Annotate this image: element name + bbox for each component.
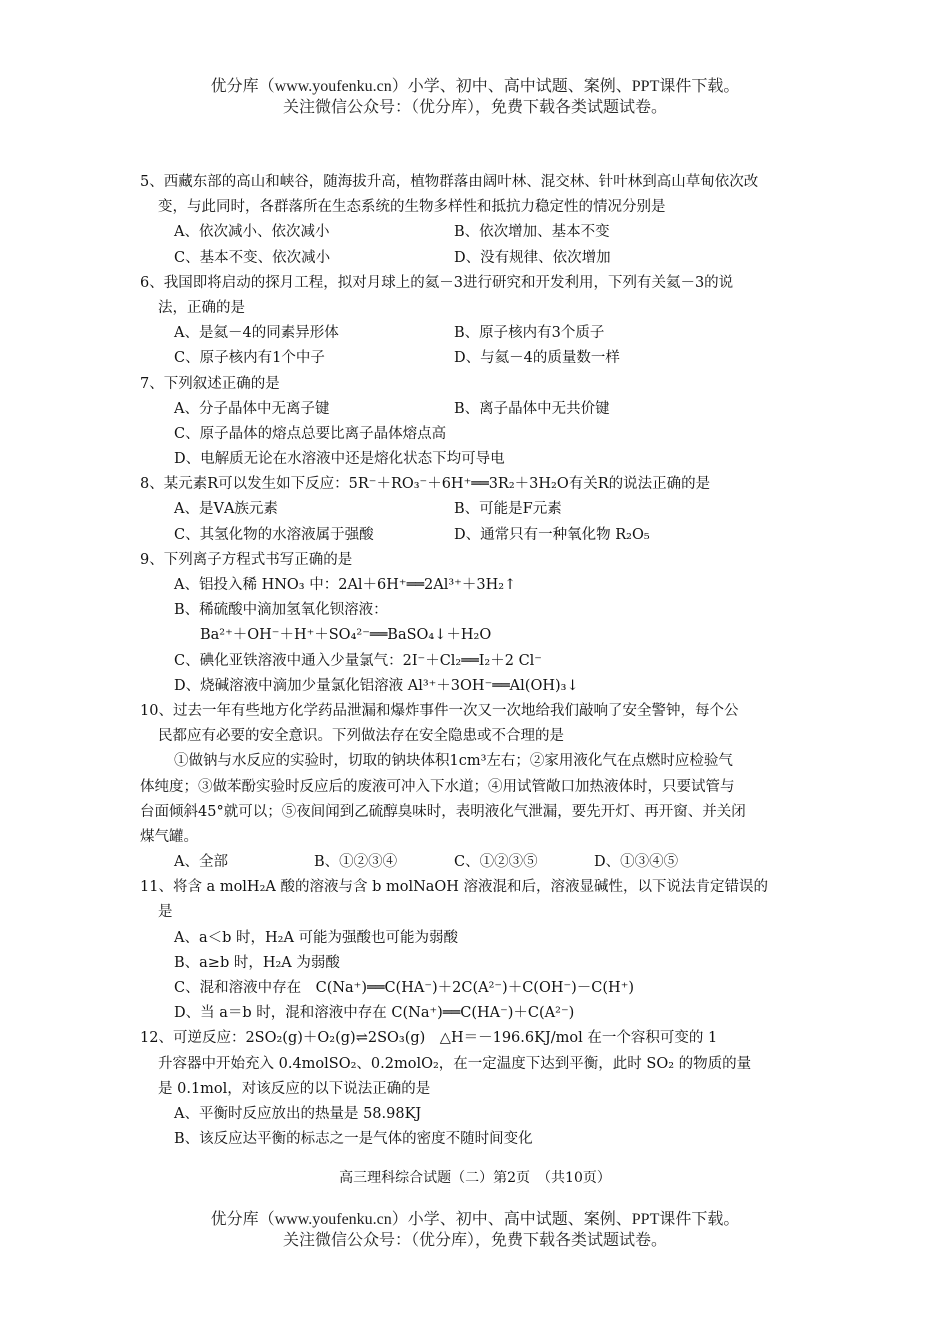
page-footer: 高三理科综合试题（二）第2页 （共10页） xyxy=(339,1170,611,1186)
top-banner xyxy=(0,76,950,118)
q8-option-c: C、其氢化物的水溶液属于强酸 xyxy=(174,526,374,543)
banner-line-2: 关注微信公众号：（优分库），免费下载各类试题试卷。 xyxy=(282,99,667,116)
q7-stem: 7、下列叙述正确的是 xyxy=(140,375,280,392)
q6-stem-1: 6、我国即将启动的探月工程，拟对月球上的氦－3进行研究和开发利用，下列有关氦－3的说 xyxy=(140,274,734,291)
q6-option-a: A、是氦－4的同素异形体 xyxy=(174,325,339,342)
q10-paragraph-3: 台面倾斜45°就可以；⑤夜间闻到乙硫醇臭味时，表明液化气泄漏，要先开灯、再开窗、并关闭 xyxy=(140,803,746,820)
q8-option-a: A、是ⅤA族元素 xyxy=(174,501,278,518)
q10-option-d: D、①③④⑤ xyxy=(594,854,679,871)
q8-option-d: D、通常只有一种氧化物 R₂O₅ xyxy=(454,526,650,543)
banner-line-2-bottom: 关注微信公众号：（优分库），免费下载各类试题试卷。 xyxy=(282,1232,667,1249)
q12-option-b: B、该反应达平衡的标志之一是气体的密度不随时间变化 xyxy=(174,1131,533,1148)
q6-option-d: D、与氦－4的质量数一样 xyxy=(454,350,620,367)
q7-option-b: B、离子晶体中无共价键 xyxy=(454,400,610,417)
q11-stem-1: 11、将含 a molH₂A 酸的溶液与含 b molNaOH 溶液混和后，溶液显碱性，以下说法肯定错误的 xyxy=(140,879,769,896)
q5-option-d: D、没有规律、依次增加 xyxy=(454,249,611,266)
q12-option-a: A、平衡时反应放出的热量是 58.98KJ xyxy=(174,1105,422,1122)
q10-option-a: A、全部 xyxy=(174,854,228,871)
q8-options-cd xyxy=(140,523,830,548)
q11-option-c: C、混和溶液中存在 C(Na⁺)══C(HA⁻)＋2C(A²⁻)＋C(OH⁻)－C(H⁺) xyxy=(174,980,634,996)
banner-line-1: 优分库（www.youfenku.cn）小学、初中、高中试题、案例、PPT课件下载。 xyxy=(210,78,740,95)
q5-options-ab xyxy=(140,220,830,245)
q6-option-b: B、原子核内有3个质子 xyxy=(454,325,605,342)
q11-option-b: B、a≥b 时，H₂A 为弱酸 xyxy=(174,954,340,971)
q5-stem-2: 变，与此同时，各群落所在生态系统的生物多样性和抵抗力稳定性的情况分别是 xyxy=(158,199,666,216)
q7-options-ab xyxy=(140,397,830,422)
q7-option-c: C、原子晶体的熔点总要比离子晶体熔点高 xyxy=(174,425,447,442)
q9-option-b-equation: Ba²⁺＋OH⁻＋H⁺＋SO₄²⁻══BaSO₄↓＋H₂O xyxy=(200,627,492,644)
q8-options-ab xyxy=(140,497,830,522)
q5-stem-1: 5、西藏东部的高山和峡谷，随海拔升高，植物群落由阔叶林、混交林、针叶林到高山草甸依次改 xyxy=(140,174,759,190)
q9-option-c: C、碘化亚铁溶液中通入少量氯气：2I⁻＋Cl₂══I₂＋2 Cl⁻ xyxy=(174,652,542,669)
q5-option-a: A、依次减小、依次减小 xyxy=(174,224,330,241)
q6-options-ab xyxy=(140,321,830,346)
q10-options xyxy=(140,850,830,875)
q10-paragraph-4: 煤气罐。 xyxy=(140,828,198,845)
q8-stem: 8、某元素R可以发生如下反应：5R⁻＋RO₃⁻＋6H⁺══3R₂＋3H₂O有关R的说法正确的是 xyxy=(140,476,711,493)
q9-option-b: B、稀硫酸中滴加氢氧化钡溶液： xyxy=(174,602,388,619)
q10-option-c: C、①②③⑤ xyxy=(454,854,538,871)
q5-option-b: B、依次增加、基本不变 xyxy=(454,224,610,241)
banner-line-1-bottom: 优分库（www.youfenku.cn）小学、初中、高中试题、案例、PPT课件下载。 xyxy=(210,1211,740,1228)
q6-option-c: C、原子核内有1个中子 xyxy=(174,350,325,367)
q10-option-b: B、①②③④ xyxy=(314,854,398,871)
q10-stem-2: 民都应有必要的安全意识。下列做法存在安全隐患或不合理的是 xyxy=(158,728,564,745)
q9-stem: 9、下列离子方程式书写正确的是 xyxy=(140,551,353,568)
q12-stem-1: 12、可逆反应：2SO₂(g)＋O₂(g)⇌2SO₃(g) △H＝－196.6KJ/mol 在一个容积可变的 1 xyxy=(140,1030,718,1047)
bottom-banner xyxy=(0,1209,950,1251)
q6-options-cd xyxy=(140,346,830,371)
q5-options-cd xyxy=(140,246,830,271)
q10-stem-1: 10、过去一年有些地方化学药品泄漏和爆炸事件一次又一次地给我们敲响了安全警钟，每个公 xyxy=(140,702,739,719)
q12-stem-3: 是 0.1mol，对该反应的以下说法正确的是 xyxy=(158,1080,431,1097)
exam-content xyxy=(140,170,830,1152)
q5-option-c: C、基本不变、依次减小 xyxy=(174,249,331,266)
q12-stem-2: 升容器中开始充入 0.4molSO₂、0.2molO₂，在一定温度下达到平衡，此时 SO₂ 的物质的量 xyxy=(158,1055,752,1072)
q8-option-b: B、可能是F元素 xyxy=(454,501,562,518)
q11-stem-2: 是 xyxy=(158,904,173,921)
q10-paragraph-1: ①做钠与水反应的实验时，切取的钠块体积1cm³左右；②家用液化气在点燃时应检验气 xyxy=(174,753,733,770)
q11-option-a: A、a＜b 时，H₂A 可能为强酸也可能为弱酸 xyxy=(174,929,459,946)
q9-option-d: D、烧碱溶液中滴加少量氯化铝溶液 Al³⁺＋3OH⁻══Al(OH)₃↓ xyxy=(174,677,579,694)
q11-option-d: D、当 a＝b 时，混和溶液中存在 C(Na⁺)══C(HA⁻)＋C(A²⁻) xyxy=(174,1005,575,1022)
q10-paragraph-2: 体纯度；③做苯酚实验时反应后的废液可冲入下水道；④用试管敞口加热液体时，只要试管与 xyxy=(140,778,735,795)
q6-stem-2: 法，正确的是 xyxy=(158,299,245,316)
q7-option-d: D、电解质无论在水溶液中还是熔化状态下均可导电 xyxy=(174,451,505,468)
q7-option-a: A、分子晶体中无离子键 xyxy=(174,400,330,417)
q9-option-a: A、铝投入稀 HNO₃ 中：2Al＋6H⁺══2Al³⁺＋3H₂↑ xyxy=(174,577,517,593)
